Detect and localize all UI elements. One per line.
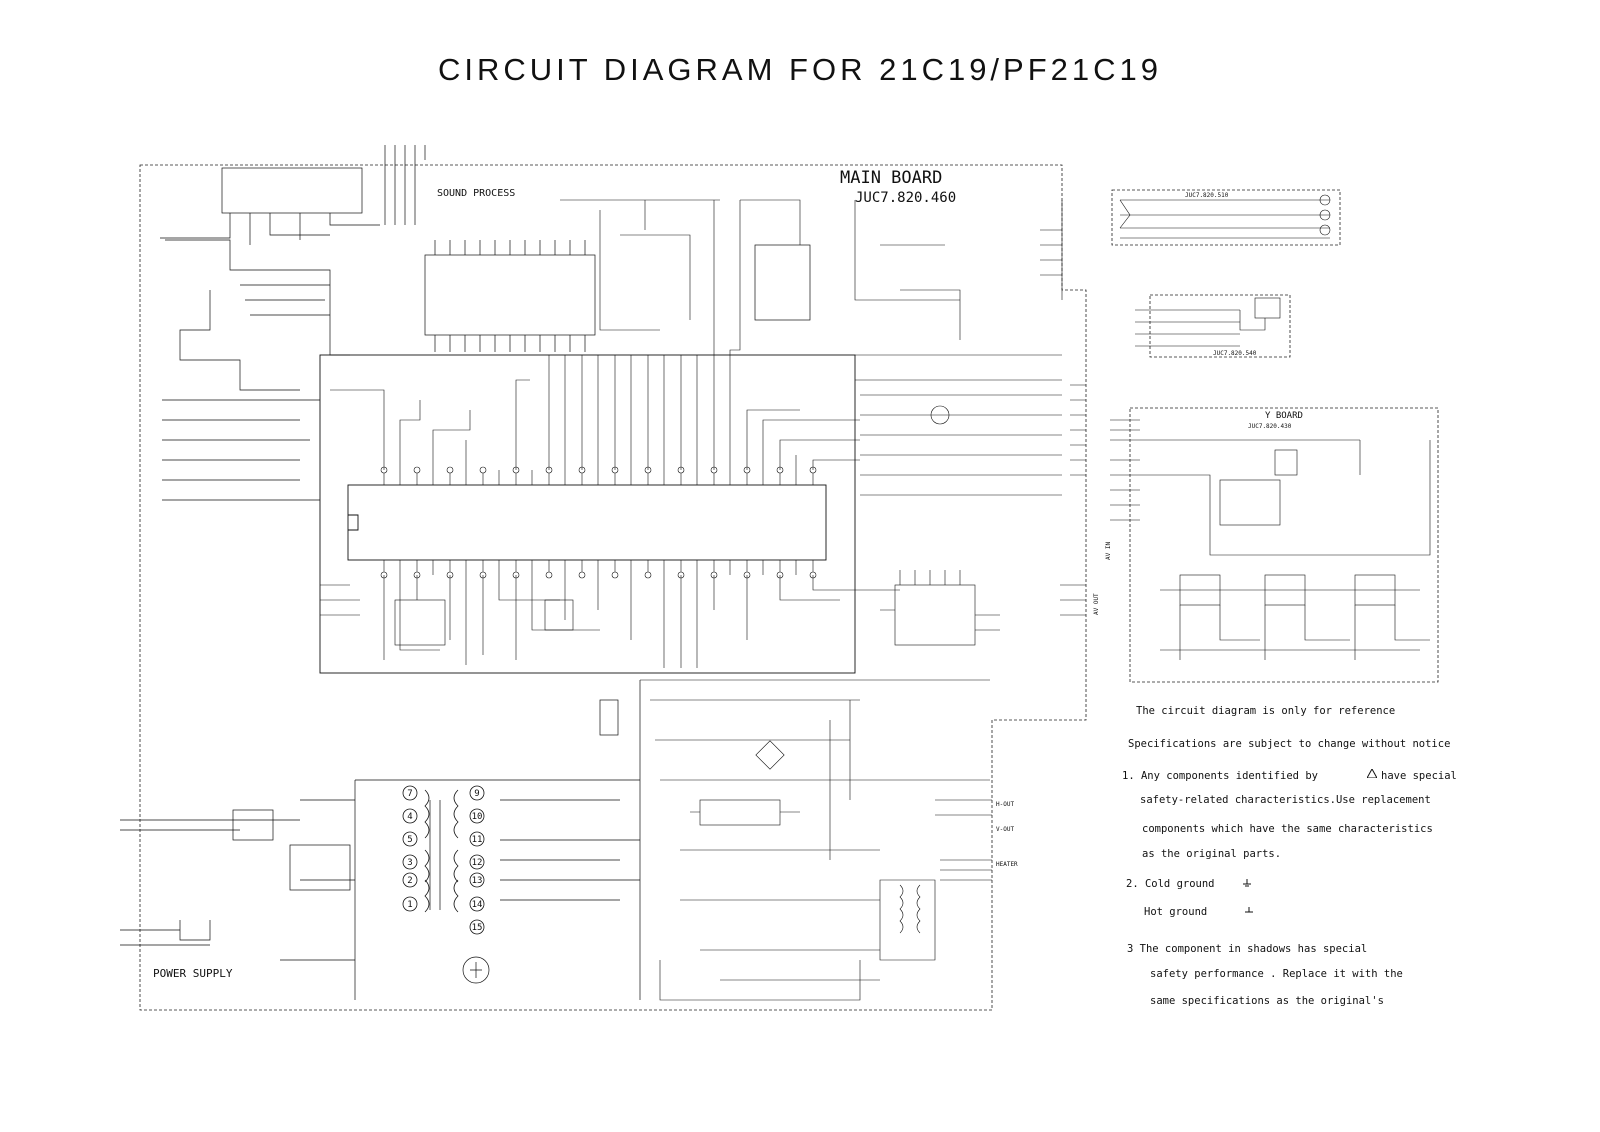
- deflection-section: [640, 680, 992, 1000]
- cold-ground-icon: [1242, 878, 1252, 891]
- y-board-code: JUC7.820.430: [1248, 423, 1292, 430]
- note-spec: Specifications are subject to change without notice: [1128, 738, 1451, 750]
- pin-label: 1: [407, 900, 413, 910]
- note-1b: have special: [1381, 770, 1457, 782]
- pin-label: 10: [471, 812, 483, 822]
- led-board-code: JUC7.820.540: [1213, 350, 1257, 357]
- sound-ic: [425, 255, 595, 335]
- hot-ground-icon: [1244, 906, 1254, 919]
- pin-label: 2: [407, 876, 413, 886]
- pin-label: 13: [471, 876, 483, 886]
- heater-label: HEATER: [996, 861, 1018, 868]
- ic-lower-traces: [320, 575, 900, 668]
- led-board: [1135, 298, 1280, 346]
- main-board-outline: [140, 165, 1086, 1010]
- main-ic-pin-circles: [381, 467, 816, 578]
- pin-label: 5: [407, 835, 413, 845]
- main-board-code: JUC7.820.460: [855, 190, 957, 206]
- note-3c: same specifications as the original's: [1150, 995, 1384, 1007]
- diagram-title: CIRCUIT DIAGRAM FOR 21C19/PF21C19: [437, 52, 1163, 87]
- note-reference: The circuit diagram is only for reference: [1136, 705, 1396, 717]
- pin-label: 3: [407, 858, 413, 868]
- power-supply-label: POWER SUPPLY: [153, 967, 233, 980]
- pin-label: 9: [474, 789, 480, 799]
- pin-label: 14: [471, 900, 483, 910]
- note-1c: safety-related characteristics.Use replacement: [1140, 794, 1431, 806]
- pin-label: 4: [407, 812, 413, 822]
- top-right-connector: [1120, 195, 1330, 238]
- note-1a: 1. Any components identified by: [1122, 770, 1318, 782]
- transformer-pin-numbers: [407, 789, 482, 933]
- note-3b: safety performance . Replace it with the: [1150, 968, 1403, 980]
- pin-label: 15: [471, 923, 483, 933]
- y-board-outline: [1130, 408, 1438, 682]
- main-ic-top-pins: [384, 470, 813, 575]
- pin-label: 12: [471, 858, 483, 868]
- av-out-label: AV OUT: [1093, 593, 1100, 615]
- safety-triangle-icon: [1367, 769, 1377, 781]
- audio-ic-right: [755, 245, 810, 320]
- led-board-outline: [1150, 295, 1290, 357]
- power-supply-section: [120, 680, 640, 1000]
- key-board-code: JUC7.820.510: [1185, 192, 1229, 199]
- sound-process-label: SOUND PROCESS: [437, 188, 516, 199]
- pin-label: 7: [407, 789, 413, 799]
- pin-label: 11: [471, 835, 483, 845]
- note-2b: Hot ground: [1144, 906, 1208, 918]
- video-section: [855, 200, 1086, 645]
- note-2a: 2. Cold ground: [1126, 878, 1215, 890]
- note-1d: components which have the same characteristics: [1142, 823, 1433, 835]
- note-1e: as the original parts.: [1142, 848, 1282, 860]
- v-out-label: V-OUT: [996, 826, 1015, 833]
- y-board-label: Y BOARD: [1265, 411, 1303, 421]
- top-connector-block: [222, 168, 362, 213]
- main-board-label: MAIN BOARD: [840, 168, 943, 188]
- main-jungle-ic: [348, 485, 826, 560]
- av-in-label: AV IN: [1105, 541, 1112, 560]
- note-3a: 3 The component in shadows has special: [1127, 943, 1368, 955]
- h-out-label: H-OUT: [996, 801, 1015, 808]
- y-board-circuit: [1110, 420, 1430, 660]
